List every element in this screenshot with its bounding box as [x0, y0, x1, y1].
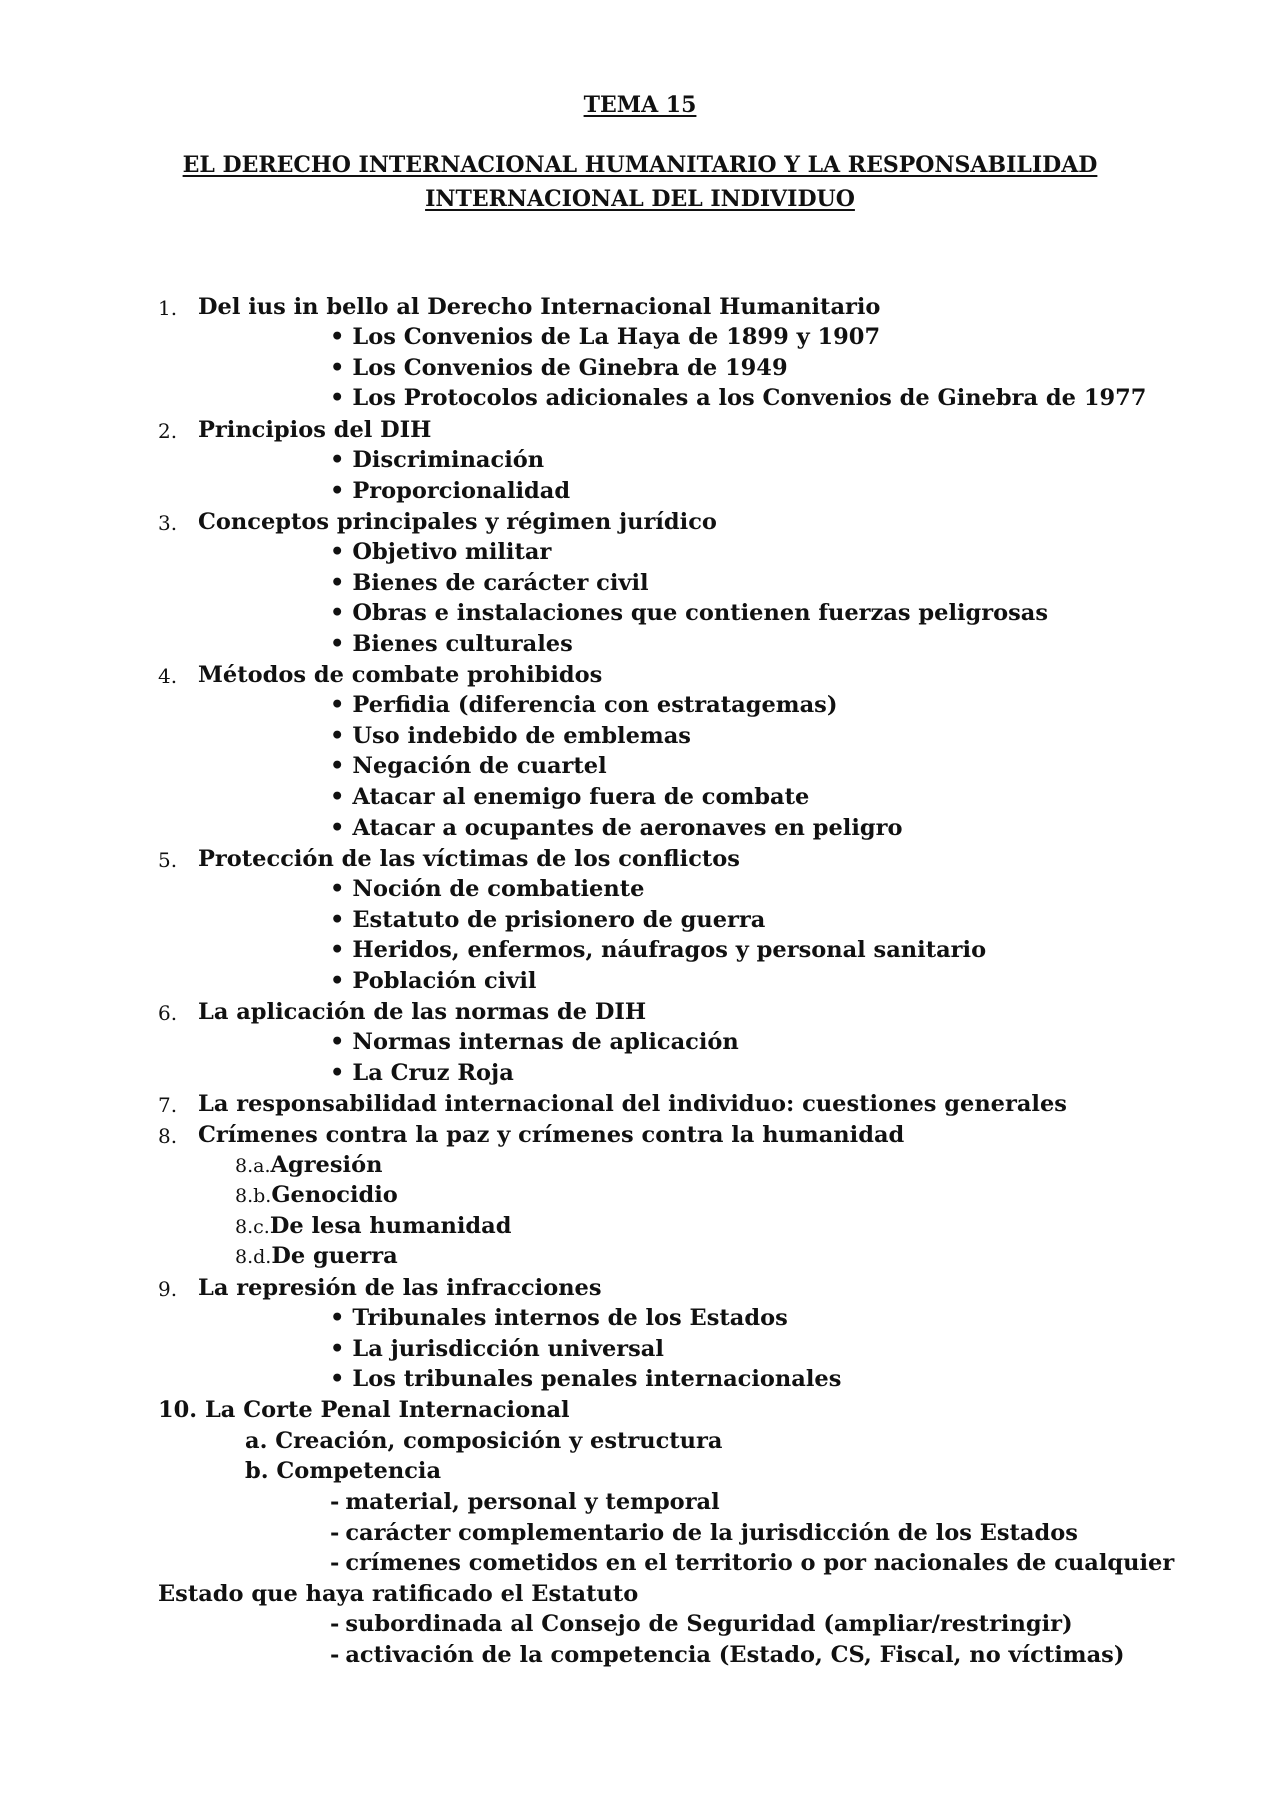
list-item: • Bienes de carácter civil — [330, 570, 649, 596]
section-title: Del ius in bello al Derecho Internacional Humanitario — [198, 294, 881, 320]
section-title: La aplicación de las normas de DIH — [198, 999, 647, 1025]
bullet-icon: • — [330, 937, 345, 963]
bullet-icon: • — [330, 478, 345, 504]
subsection-label: 8.b. — [235, 1185, 272, 1207]
continuation-line: Estado que haya ratificado el Estatuto — [158, 1581, 639, 1607]
subsection-text: Genocidio — [271, 1182, 398, 1208]
list-item: • Normas internas de aplicación — [330, 1029, 739, 1055]
section-title: Protección de las víctimas de los conflictos — [198, 846, 740, 872]
dash-item: - activación de la competencia (Estado, CS, Fiscal, no víctimas) — [330, 1642, 1125, 1668]
bullet-icon: • — [330, 1336, 345, 1362]
bullet-icon: • — [330, 1029, 345, 1055]
bullet-icon: • — [330, 968, 345, 994]
bullet-icon: • — [330, 815, 345, 841]
list-item: • Estatuto de prisionero de guerra — [330, 907, 766, 933]
list-item: • Los Convenios de La Haya de 1899 y 1907 — [330, 324, 881, 350]
list-item: • Los tribunales penales internacionales — [330, 1366, 842, 1392]
bullet-icon: • — [330, 692, 345, 718]
section-number: 3. — [158, 511, 178, 535]
list-item: • La jurisdicción universal — [330, 1336, 664, 1362]
subsection-item — [235, 1241, 398, 1272]
list-item: • Proporcionalidad — [330, 478, 571, 504]
list-item: • Atacar a ocupantes de aeronaves en peligro — [330, 815, 903, 841]
list-item: • Uso indebido de emblemas — [330, 723, 691, 749]
document-title-line-1: EL DERECHO INTERNACIONAL HUMANITARIO Y LA RESPONSABILIDAD — [182, 152, 1098, 178]
topic-number: TEMA 15 — [583, 92, 697, 118]
bullet-icon: • — [330, 876, 345, 902]
list-item: • Los Protocolos adicionales a los Convenios de Ginebra de 1977 — [330, 385, 1147, 411]
section-number: 6. — [158, 1001, 178, 1025]
bullet-icon: • — [330, 784, 345, 810]
section-title: Conceptos principales y régimen jurídico — [198, 509, 717, 535]
list-item: • Heridos, enfermos, náufragos y personal sanitario — [330, 937, 987, 963]
bullet-icon: • — [330, 447, 345, 473]
bullet-icon: • — [330, 324, 345, 350]
list-item: • Discriminación — [330, 447, 545, 473]
list-item: • Obras e instalaciones que contienen fuerzas peligrosas — [330, 600, 1049, 626]
section-title: Crímenes contra la paz y crímenes contra la humanidad — [198, 1122, 905, 1148]
bullet-icon: • — [330, 753, 345, 779]
list-item: • Atacar al enemigo fuera de combate — [330, 784, 810, 810]
subsection-text: De lesa humanidad — [269, 1213, 512, 1239]
bullet-icon: • — [330, 600, 345, 626]
section-title: Métodos de combate prohibidos — [198, 662, 603, 688]
section-number: 1. — [158, 296, 178, 320]
subsection-text: Agresión — [270, 1152, 383, 1178]
dash-item: - material, personal y temporal — [330, 1489, 720, 1515]
bullet-icon: • — [330, 1060, 345, 1086]
section-number: 5. — [158, 848, 178, 872]
list-item: • Población civil — [330, 968, 537, 994]
document-title-line-2: INTERNACIONAL DEL INDIVIDUO — [425, 186, 855, 212]
section-number: 8. — [158, 1124, 178, 1148]
list-item: • Tribunales internos de los Estados — [330, 1305, 788, 1331]
subsection-label: 8.a. — [235, 1155, 271, 1177]
list-item: • Objetivo militar — [330, 539, 552, 565]
list-item: • La Cruz Roja — [330, 1060, 514, 1086]
dash-item: - crímenes cometidos en el territorio o por nacionales de cualquier — [330, 1550, 1175, 1576]
bullet-icon: • — [330, 385, 345, 411]
dash-item: - subordinada al Consejo de Seguridad (ampliar/restringir) — [330, 1611, 1073, 1637]
section-number: 4. — [158, 664, 178, 688]
list-item: • Bienes culturales — [330, 631, 573, 657]
bullet-icon: • — [330, 1366, 345, 1392]
section-title: La represión de las infracciones — [198, 1275, 602, 1301]
bullet-icon: • — [330, 907, 345, 933]
subsection-label: 8.d. — [235, 1246, 272, 1268]
subsection-b: b. Competencia — [245, 1458, 442, 1484]
subsection-item — [235, 1180, 398, 1211]
bullet-icon: • — [330, 355, 345, 381]
section-title: La responsabilidad internacional del individuo: cuestiones generales — [198, 1091, 1067, 1117]
subsection-a: a. Creación, composición y estructura — [245, 1428, 723, 1454]
section-number: 7. — [158, 1093, 178, 1117]
subsection-label: 8.c. — [235, 1216, 270, 1238]
section-title: 10. La Corte Penal Internacional — [158, 1397, 570, 1423]
bullet-icon: • — [330, 631, 345, 657]
bullet-icon: • — [330, 1305, 345, 1331]
bullet-icon: • — [330, 570, 345, 596]
list-item: • Noción de combatiente — [330, 876, 645, 902]
subsection-item — [235, 1150, 382, 1181]
subsection-text: De guerra — [271, 1243, 398, 1269]
section-number: 9. — [158, 1277, 178, 1301]
list-item: • Perfidia (diferencia con estratagemas) — [330, 692, 838, 718]
bullet-icon: • — [330, 539, 345, 565]
subsection-item — [235, 1211, 511, 1242]
bullet-icon: • — [330, 723, 345, 749]
list-item: • Negación de cuartel — [330, 753, 607, 779]
section-number: 2. — [158, 419, 178, 443]
section-title: Principios del DIH — [198, 417, 432, 443]
dash-item: - carácter complementario de la jurisdicción de los Estados — [330, 1520, 1078, 1546]
list-item: • Los Convenios de Ginebra de 1949 — [330, 355, 788, 381]
